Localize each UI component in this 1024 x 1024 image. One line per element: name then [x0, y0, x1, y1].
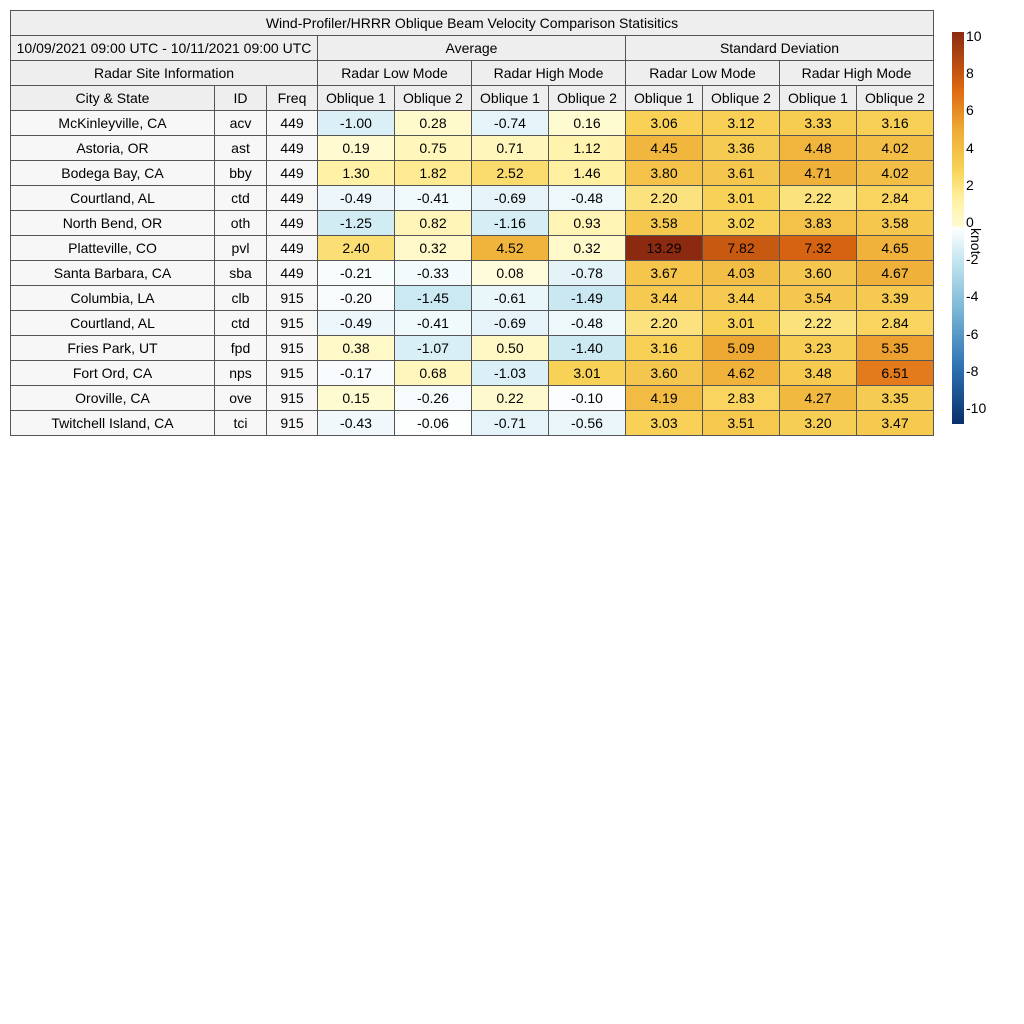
column-header: Oblique 1: [780, 86, 857, 111]
value-cell: -0.43: [318, 411, 395, 436]
value-cell: -0.48: [549, 311, 626, 336]
value-cell: 4.02: [857, 161, 934, 186]
value-cell: -0.10: [549, 386, 626, 411]
site-city: McKinleyville, CA: [11, 111, 215, 136]
value-cell: 3.36: [703, 136, 780, 161]
site-city: Fries Park, UT: [11, 336, 215, 361]
value-cell: 2.83: [703, 386, 780, 411]
site-freq: 449: [267, 261, 318, 286]
value-cell: 0.15: [318, 386, 395, 411]
value-cell: -1.49: [549, 286, 626, 311]
value-cell: -1.16: [472, 211, 549, 236]
value-cell: -1.00: [318, 111, 395, 136]
site-freq: 449: [267, 186, 318, 211]
site-freq: 915: [267, 311, 318, 336]
value-cell: 4.71: [780, 161, 857, 186]
value-cell: 7.82: [703, 236, 780, 261]
value-cell: 2.52: [472, 161, 549, 186]
value-cell: 3.44: [703, 286, 780, 311]
colorbar-tick-label: 10: [966, 28, 982, 44]
site-city: Santa Barbara, CA: [11, 261, 215, 286]
colorbar-unit-label: knot: [968, 228, 984, 255]
value-cell: 3.01: [549, 361, 626, 386]
value-cell: -0.74: [472, 111, 549, 136]
value-cell: 3.01: [703, 186, 780, 211]
value-cell: 1.12: [549, 136, 626, 161]
site-city: Twitchell Island, CA: [11, 411, 215, 436]
value-cell: 4.48: [780, 136, 857, 161]
value-cell: 2.40: [318, 236, 395, 261]
site-id: oth: [215, 211, 267, 236]
column-header-row: [11, 86, 934, 111]
value-cell: 3.67: [626, 261, 703, 286]
statistics-table-container: [10, 10, 932, 436]
value-cell: 3.23: [780, 336, 857, 361]
value-cell: 1.30: [318, 161, 395, 186]
value-cell: 3.03: [626, 411, 703, 436]
value-cell: -0.49: [318, 186, 395, 211]
value-cell: 2.20: [626, 311, 703, 336]
column-header: Oblique 2: [703, 86, 780, 111]
value-cell: 0.71: [472, 136, 549, 161]
value-cell: 0.19: [318, 136, 395, 161]
value-cell: 5.09: [703, 336, 780, 361]
site-freq: 915: [267, 386, 318, 411]
value-cell: -0.33: [395, 261, 472, 286]
value-cell: 0.08: [472, 261, 549, 286]
value-cell: -0.48: [549, 186, 626, 211]
colorbar-tick-label: 2: [966, 176, 974, 193]
mode-header: Radar High Mode: [472, 61, 626, 86]
value-cell: 1.46: [549, 161, 626, 186]
value-cell: 4.62: [703, 361, 780, 386]
site-freq: 915: [267, 361, 318, 386]
table-row: [11, 211, 934, 236]
value-cell: -1.25: [318, 211, 395, 236]
site-id: ctd: [215, 186, 267, 211]
column-header: City & State: [11, 86, 215, 111]
table-row: [11, 136, 934, 161]
colorbar-tick-label: -6: [966, 325, 979, 342]
colorbar-tick-label: 6: [966, 102, 974, 119]
column-header: Oblique 2: [395, 86, 472, 111]
table-row: [11, 286, 934, 311]
value-cell: 4.65: [857, 236, 934, 261]
site-info-header: Radar Site Information: [11, 61, 318, 86]
column-header: Oblique 2: [857, 86, 934, 111]
value-cell: 3.54: [780, 286, 857, 311]
value-cell: 3.47: [857, 411, 934, 436]
value-cell: 1.82: [395, 161, 472, 186]
site-city: Courtland, AL: [11, 311, 215, 336]
value-cell: 3.61: [703, 161, 780, 186]
colorbar-tick-label: -8: [966, 362, 979, 379]
table-row: [11, 111, 934, 136]
colorbar-tick-label: -4: [966, 288, 979, 305]
site-city: Oroville, CA: [11, 386, 215, 411]
value-cell: 3.33: [780, 111, 857, 136]
value-cell: 3.16: [626, 336, 703, 361]
value-cell: 3.60: [780, 261, 857, 286]
site-city: Columbia, LA: [11, 286, 215, 311]
table-row: [11, 311, 934, 336]
value-cell: 3.01: [703, 311, 780, 336]
table-title: Wind-Profiler/HRRR Oblique Beam Velocity Comparison Statisitics: [11, 11, 934, 36]
table-row: [11, 161, 934, 186]
table-row: [11, 236, 934, 261]
site-id: pvl: [215, 236, 267, 261]
value-cell: -0.78: [549, 261, 626, 286]
table-row: [11, 411, 934, 436]
value-cell: 4.19: [626, 386, 703, 411]
value-cell: -0.41: [395, 186, 472, 211]
value-cell: 3.44: [626, 286, 703, 311]
value-cell: 0.38: [318, 336, 395, 361]
site-freq: 449: [267, 136, 318, 161]
value-cell: 0.68: [395, 361, 472, 386]
value-cell: 0.82: [395, 211, 472, 236]
site-city: Fort Ord, CA: [11, 361, 215, 386]
value-cell: 3.83: [780, 211, 857, 236]
site-id: nps: [215, 361, 267, 386]
value-cell: 0.22: [472, 386, 549, 411]
colorbar-tick-label: -10: [966, 400, 987, 416]
value-cell: -1.40: [549, 336, 626, 361]
site-id: ctd: [215, 311, 267, 336]
site-freq: 449: [267, 111, 318, 136]
site-city: Courtland, AL: [11, 186, 215, 211]
value-cell: 3.20: [780, 411, 857, 436]
site-freq: 915: [267, 411, 318, 436]
value-cell: 0.75: [395, 136, 472, 161]
site-id: ast: [215, 136, 267, 161]
value-cell: 3.12: [703, 111, 780, 136]
value-cell: -0.41: [395, 311, 472, 336]
table-body: [11, 111, 934, 436]
value-cell: 2.84: [857, 186, 934, 211]
value-cell: 2.84: [857, 311, 934, 336]
statistics-table: [10, 10, 934, 436]
value-cell: 2.22: [780, 311, 857, 336]
table-row: [11, 336, 934, 361]
value-cell: 3.39: [857, 286, 934, 311]
site-id: acv: [215, 111, 267, 136]
mode-header: Radar High Mode: [780, 61, 934, 86]
colorbar-tick-label: -2: [966, 251, 979, 268]
value-cell: 0.32: [395, 236, 472, 261]
table-row: [11, 186, 934, 211]
site-freq: 449: [267, 236, 318, 261]
value-cell: 3.58: [857, 211, 934, 236]
date-range: 10/09/2021 09:00 UTC - 10/11/2021 09:00 UTC: [11, 36, 318, 61]
site-id: bby: [215, 161, 267, 186]
colorbar-tick-label: 0: [966, 214, 974, 230]
table-row: [11, 386, 934, 411]
value-cell: 0.93: [549, 211, 626, 236]
mode-header: Radar Low Mode: [626, 61, 780, 86]
value-cell: -0.06: [395, 411, 472, 436]
site-id: ove: [215, 386, 267, 411]
value-cell: 3.35: [857, 386, 934, 411]
value-cell: 0.50: [472, 336, 549, 361]
site-id: fpd: [215, 336, 267, 361]
site-id: tci: [215, 411, 267, 436]
site-city: Astoria, OR: [11, 136, 215, 161]
std-dev-group-header: Standard Deviation: [626, 36, 934, 61]
value-cell: -1.03: [472, 361, 549, 386]
colorbar-tick-label: 8: [966, 65, 974, 82]
value-cell: 3.60: [626, 361, 703, 386]
column-header: ID: [215, 86, 267, 111]
value-cell: -0.26: [395, 386, 472, 411]
column-header: Oblique 1: [626, 86, 703, 111]
site-city: Bodega Bay, CA: [11, 161, 215, 186]
value-cell: 3.58: [626, 211, 703, 236]
column-header: Freq: [267, 86, 318, 111]
value-cell: 4.45: [626, 136, 703, 161]
table-row: [11, 361, 934, 386]
value-cell: 3.48: [780, 361, 857, 386]
value-cell: 0.32: [549, 236, 626, 261]
value-cell: -0.17: [318, 361, 395, 386]
value-cell: 4.67: [857, 261, 934, 286]
value-cell: 3.51: [703, 411, 780, 436]
value-cell: 7.32: [780, 236, 857, 261]
column-header: Oblique 2: [549, 86, 626, 111]
site-id: sba: [215, 261, 267, 286]
value-cell: -0.56: [549, 411, 626, 436]
average-group-header: Average: [318, 36, 626, 61]
site-city: North Bend, OR: [11, 211, 215, 236]
value-cell: -0.61: [472, 286, 549, 311]
value-cell: 2.20: [626, 186, 703, 211]
value-cell: 5.35: [857, 336, 934, 361]
value-cell: -1.07: [395, 336, 472, 361]
colorbar: [952, 32, 964, 424]
site-city: Platteville, CO: [11, 236, 215, 261]
value-cell: 6.51: [857, 361, 934, 386]
value-cell: 3.16: [857, 111, 934, 136]
value-cell: 4.27: [780, 386, 857, 411]
value-cell: -0.69: [472, 186, 549, 211]
mode-header: Radar Low Mode: [318, 61, 472, 86]
colorbar-tick-label: 4: [966, 139, 974, 156]
value-cell: 3.02: [703, 211, 780, 236]
column-header: Oblique 1: [472, 86, 549, 111]
site-freq: 915: [267, 286, 318, 311]
site-freq: 449: [267, 211, 318, 236]
value-cell: -0.49: [318, 311, 395, 336]
value-cell: 2.22: [780, 186, 857, 211]
site-id: clb: [215, 286, 267, 311]
value-cell: 4.02: [857, 136, 934, 161]
value-cell: -1.45: [395, 286, 472, 311]
value-cell: -0.21: [318, 261, 395, 286]
column-header: Oblique 1: [318, 86, 395, 111]
site-freq: 915: [267, 336, 318, 361]
table-row: [11, 261, 934, 286]
value-cell: 4.03: [703, 261, 780, 286]
value-cell: 4.52: [472, 236, 549, 261]
value-cell: 3.80: [626, 161, 703, 186]
value-cell: -0.69: [472, 311, 549, 336]
value-cell: 3.06: [626, 111, 703, 136]
value-cell: 0.28: [395, 111, 472, 136]
value-cell: -0.71: [472, 411, 549, 436]
value-cell: -0.20: [318, 286, 395, 311]
value-cell: 13.29: [626, 236, 703, 261]
site-freq: 449: [267, 161, 318, 186]
value-cell: 0.16: [549, 111, 626, 136]
